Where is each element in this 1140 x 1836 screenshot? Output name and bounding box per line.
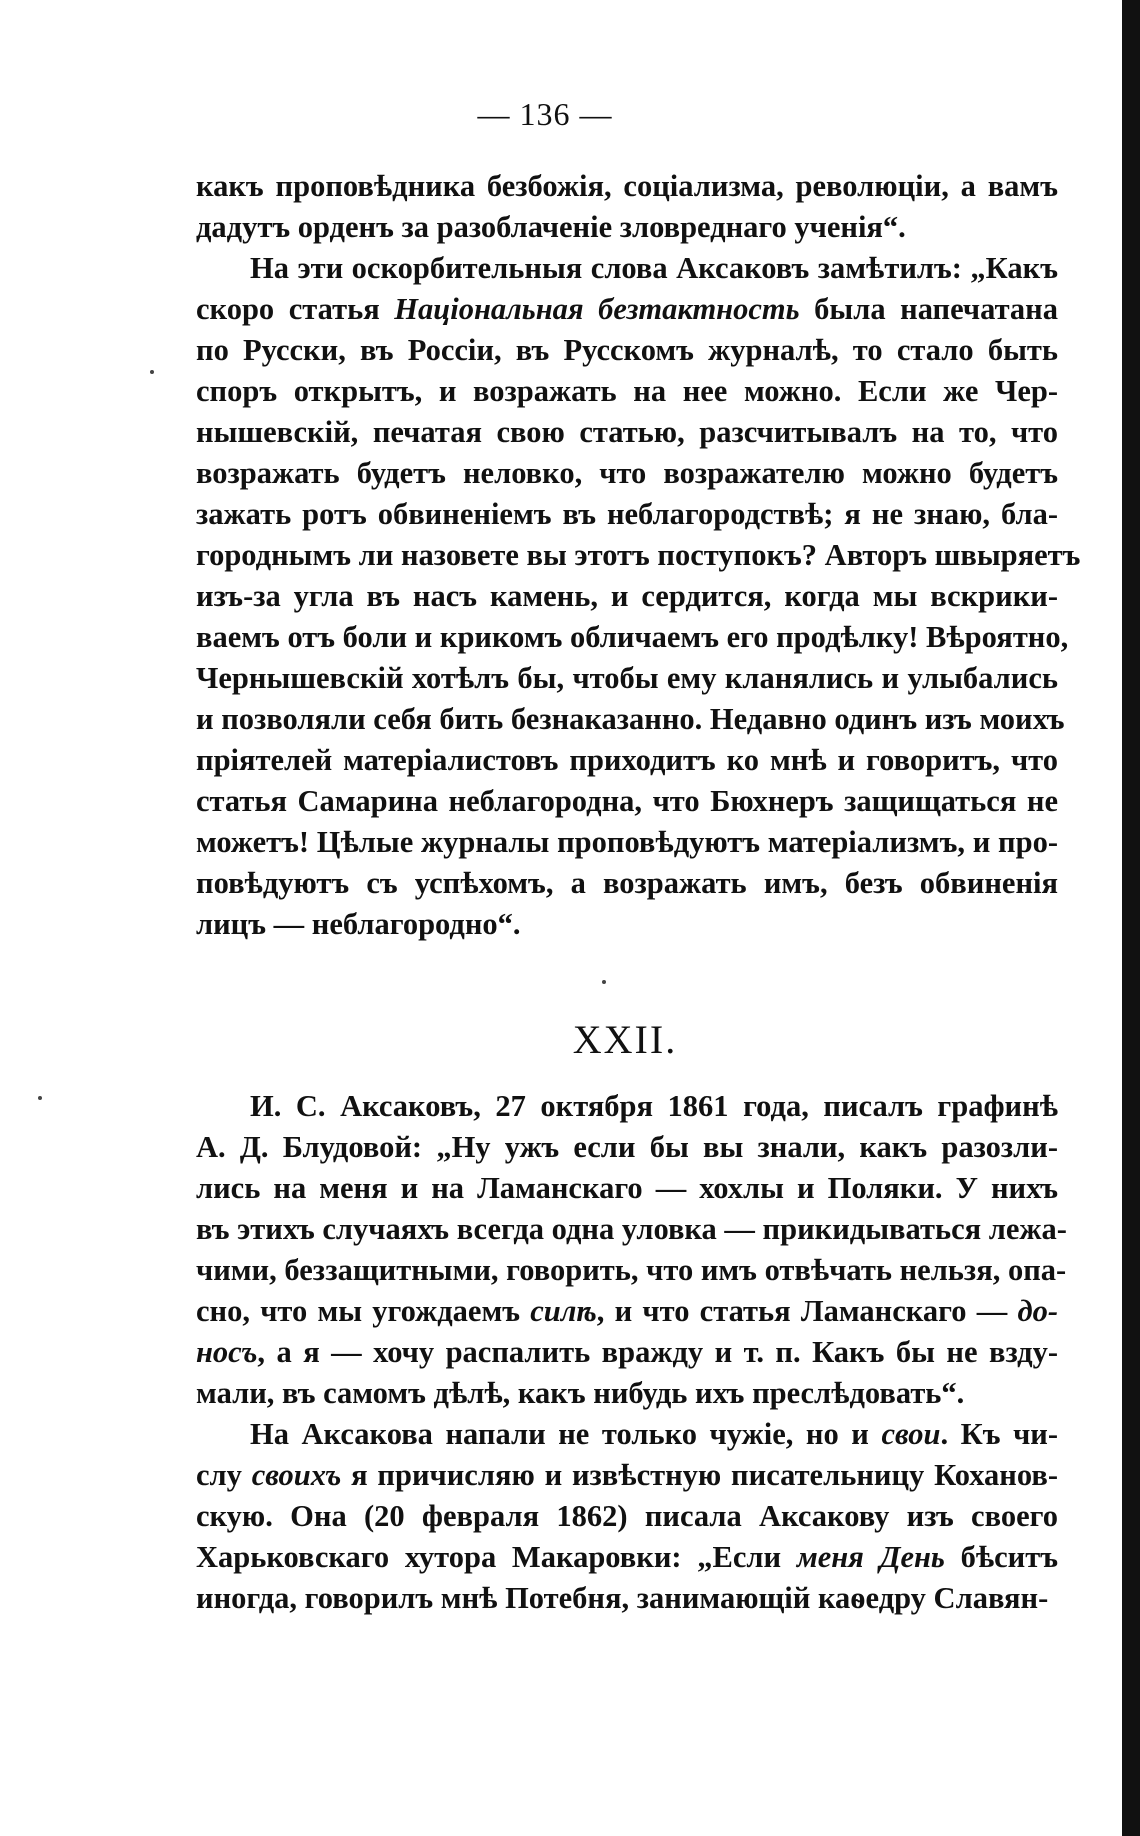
text-line: нышевскій, печатая свою статью, разсчитывалъ на то, что	[196, 415, 1058, 449]
text-line: повѣдуютъ съ успѣхомъ, а возражать имъ, безъ обвиненія	[196, 866, 1058, 900]
text-line: носъ, а я — хочу распалить вражду и т. п. Какъ бы не взду-	[196, 1335, 1058, 1369]
speck	[150, 370, 154, 374]
page-edge-shadow	[1122, 0, 1140, 1836]
text-line: На Аксакова напали не только чужіе, но и свои. Къ чи-	[250, 1417, 1059, 1451]
text-line: какъ проповѣдника безбожія, соціализма, революціи, а вамъ	[196, 169, 1058, 203]
text-line: и позволяли себя бить безнаказанно. Недавно одинъ изъ моихъ	[196, 702, 1065, 736]
text-line: споръ открытъ, и возражать на нее можно. Если же Чер-	[196, 374, 1058, 408]
page-number: — 136 —	[477, 96, 613, 132]
text-line: дадутъ орденъ за разоблаченіе зловреднаго ученія“.	[196, 210, 906, 244]
text-line: А. Д. Блудовой: „Ну ужъ если бы вы знали, какъ разозли-	[196, 1130, 1058, 1164]
text-line: И. С. Аксаковъ, 27 октября 1861 года, писалъ графинѣ	[250, 1089, 1058, 1123]
text-line: На эти оскорбительныя слова Аксаковъ замѣтилъ: „Какъ	[250, 251, 1058, 285]
text-line: Чернышевскій хотѣлъ бы, чтобы ему кланялись и улыбались	[196, 661, 1058, 695]
text-line: слу своихъ я причисляю и извѣстную писательницу Коханов-	[196, 1458, 1059, 1492]
section-heading: XXII.	[572, 1017, 678, 1062]
text-line: сно, что мы угождаемъ силѣ, и что статья Ламанскаго — до-	[196, 1294, 1058, 1328]
text-line: статья Самарина неблагородна, что Бюхнеръ защищаться не	[196, 784, 1058, 818]
text-line: Харьковскаго хутора Макаровки: „Если меня День бѣситъ	[196, 1540, 1059, 1574]
text-block-before-heading	[196, 166, 1081, 945]
text-line: лись на меня и на Ламанскаго — хохлы и Поляки. У нихъ	[196, 1171, 1058, 1205]
text-line: мали, въ самомъ дѣлѣ, какъ нибудь ихъ преслѣдовать“.	[196, 1376, 965, 1410]
text-line: иногда, говорилъ мнѣ Потебня, занимающій каѳедру Славян-	[196, 1581, 1049, 1615]
text-line: можетъ! Цѣлые журналы проповѣдуютъ матеріализмъ, и про-	[196, 825, 1058, 859]
text-line: возражать будетъ неловко, что возражателю можно будетъ	[196, 456, 1058, 490]
text-block-after-heading	[196, 1086, 1067, 1619]
text-line: скоро статья Національная безтактность была напечатана	[196, 292, 1058, 326]
text-line: чими, беззащитными, говорить, что имъ отвѣчать нельзя, опа-	[196, 1253, 1067, 1287]
text-line: въ этихъ случаяхъ всегда одна уловка — прикидываться лежа-	[196, 1212, 1067, 1246]
text-line: пріятелей матеріалистовъ приходитъ ко мнѣ и говоритъ, что	[196, 743, 1058, 777]
speck	[602, 980, 606, 984]
text-line: ваемъ отъ боли и крикомъ обличаемъ его продѣлку! Вѣроятно,	[196, 620, 1069, 654]
speck	[38, 1096, 42, 1100]
text-line: скую. Она (20 февраля 1862) писала Аксакову изъ своего	[196, 1499, 1058, 1533]
text-line: изъ-за угла въ насъ камень, и сердится, когда мы вскрики-	[196, 579, 1058, 613]
text-line: по Русски, въ Россіи, въ Русскомъ журналѣ, то стало быть	[196, 333, 1058, 367]
text-line: лицъ — неблагородно“.	[196, 907, 521, 941]
text-line: зажать ротъ обвиненіемъ въ неблагородствѣ; я не знаю, бла-	[196, 497, 1058, 531]
text-line: городнымъ ли назовете вы этотъ поступокъ? Авторъ швыряетъ	[196, 538, 1081, 572]
